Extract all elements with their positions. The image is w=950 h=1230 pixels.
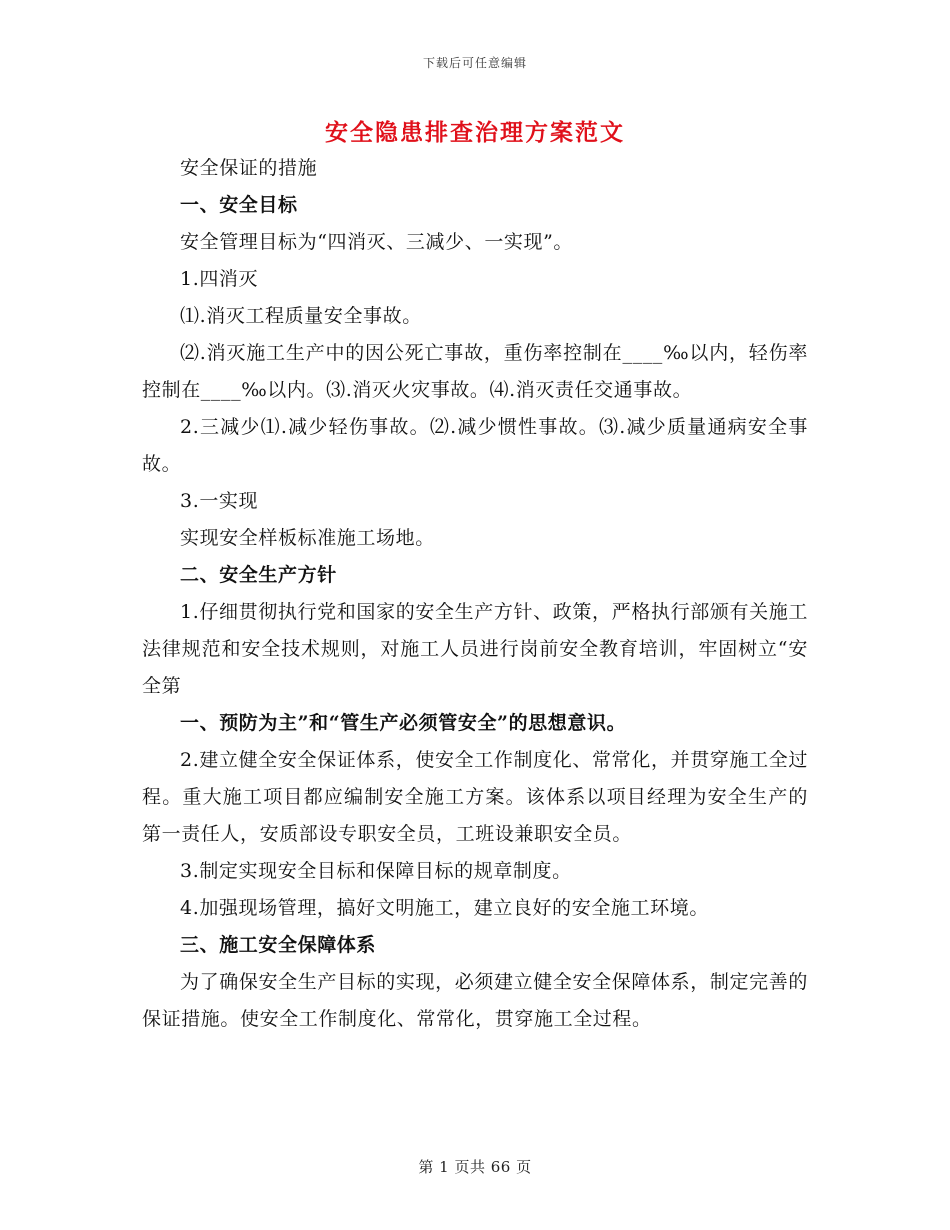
paragraph: 1.四消灭: [180, 268, 259, 290]
paragraph: 2.建立健全安全保证体系，使安全工作制度化、常常化，并贯穿施工全过程。重大施工项目都应编制安全施工方案。该体系以项目经理为安全生产的第一责任人，安质部设专职安全员，工班设兼职安全员。: [142, 749, 808, 845]
paragraph: ⑵.消灭施工生产中的因公死亡事故，重伤率控制在____‰以内，轻伤率控制在____‰以内。⑶.消灭火灾事故。⑷.消灭责任交通事故。: [142, 342, 808, 401]
paragraph: ⑴.消灭工程质量安全事故。: [180, 305, 422, 327]
heading-prevention-first: 一、预防为主”和“管生产必须管安全”的思想意识。: [180, 712, 627, 734]
paragraph: 3.制定实现安全目标和保障目标的规章制度。: [180, 860, 572, 882]
paragraph: 3.一实现: [180, 490, 259, 512]
paragraph: 为了确保安全生产目标的实现，必须建立健全安全保障体系，制定完善的保证措施。使安全工作制度化、常常化，贯穿施工全过程。: [142, 971, 808, 1030]
header-note: 下载后可任意编辑: [422, 56, 527, 70]
paragraph: 2.三减少⑴.减少轻伤事故。⑵.减少惯性事故。⑶.减少质量通病安全事故。: [142, 416, 808, 475]
paragraph: 4.加强现场管理，搞好文明施工，建立良好的安全施工环境。: [180, 897, 709, 919]
document-title: 安全隐患排查治理方案范文: [325, 119, 625, 146]
paragraph: 1.仔细贯彻执行党和国家的安全生产方针、政策，严格执行部颁有关施工法律规范和安全技术规则，对施工人员进行岗前安全教育培训，牢固树立“安全第: [142, 601, 808, 697]
heading-safety-goal: 一、安全目标: [180, 194, 298, 216]
heading-safety-policy: 二、安全生产方针: [180, 564, 337, 586]
paragraph: 实现安全样板标准施工场地。: [180, 527, 435, 549]
document-body: [142, 150, 808, 1038]
paragraph: 安全管理目标为“四消灭、三减少、一实现”。: [180, 231, 574, 253]
heading-safety-system: 三、施工安全保障体系: [180, 934, 377, 956]
page-number: 第 1 页共 66 页: [418, 1158, 532, 1176]
paragraph-subtitle: 安全保证的措施: [180, 157, 318, 179]
